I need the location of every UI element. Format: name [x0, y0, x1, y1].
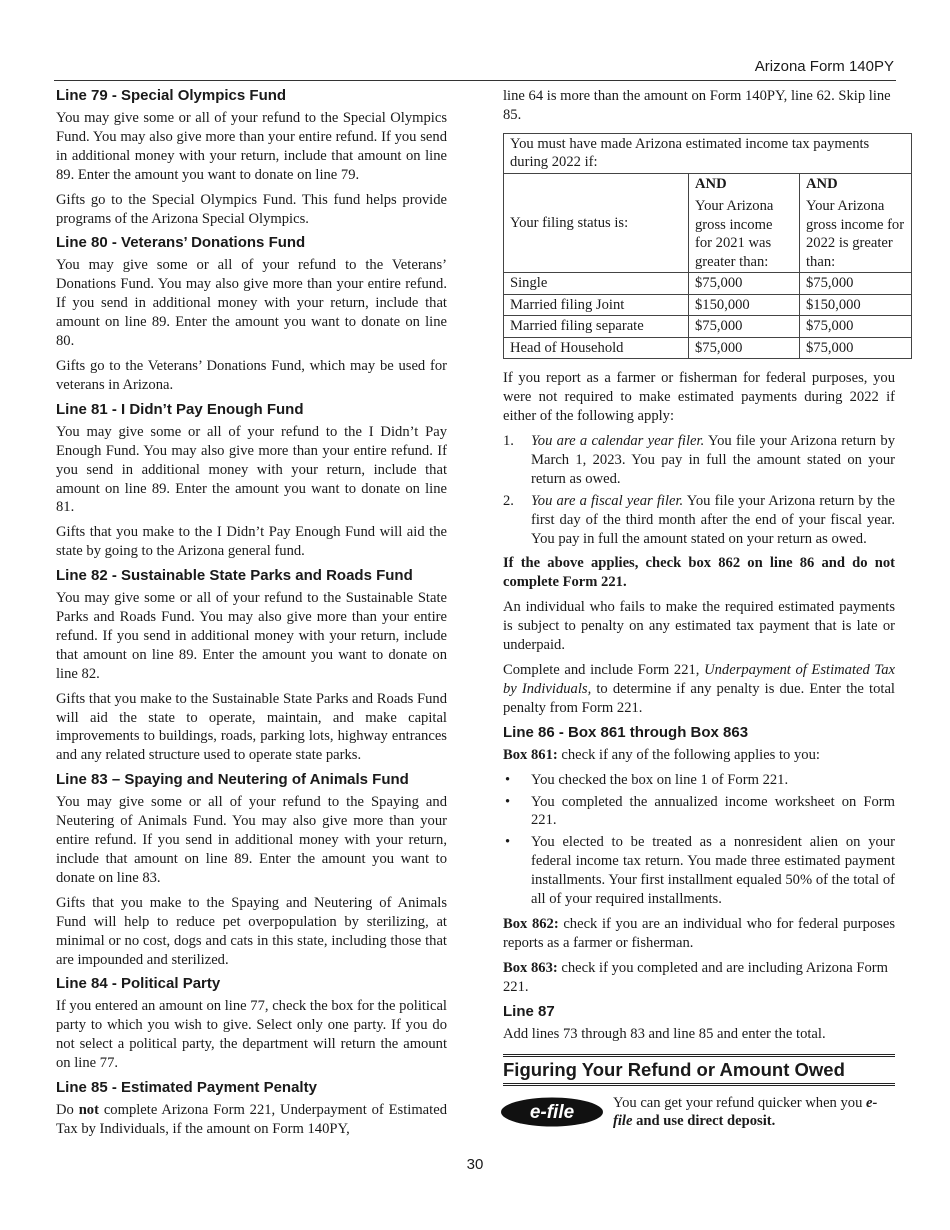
line83-p2: Gifts that you make to the Spaying and Neutering of Animals Fund will help to reduce pet overpopulation by sterilizing, at minimal or no cost, dogs and cats in this state, including those that are impounded and sterilized. [56, 894, 447, 968]
box862-note: If the above applies, check box 862 on line 86 and do not complete Form 221. [503, 555, 895, 591]
bullet-glyph: • [505, 771, 511, 788]
line86-heading: Line 86 - Box 861 through Box 863 [503, 723, 749, 741]
form221-text-b: to determine if any penalty is due. Enter the total penalty from Form 221. [503, 680, 895, 716]
bullet-glyph: • [505, 793, 511, 810]
efile-emphasis: e-file [613, 1094, 878, 1130]
income-2021-cell: $75,000 [689, 337, 800, 359]
item-emphasis: You are a fiscal year filer. [531, 492, 684, 509]
line87-heading: Line 87 [503, 1002, 555, 1020]
list-item [503, 771, 895, 790]
table-row [504, 294, 912, 316]
penalty-paragraph: An individual who fails to make the required estimated payments is subject to penalty on any estimated tax payment that is late or underpaid. [503, 599, 895, 654]
item-number: 2. [503, 492, 514, 509]
table-row [504, 273, 912, 295]
line79-p2: Gifts go to the Special Olympics Fund. This fund helps provide programs of the Arizona Special Olympics. [56, 191, 447, 227]
line80-p2: Gifts go to the Veterans’ Donations Fund, which may be used for veterans in Arizona. [56, 357, 447, 393]
efile-text-a: You can get your refund quicker when you [613, 1094, 867, 1111]
item-number: 1. [503, 433, 514, 450]
line80-p1: You may give some or all of your refund to the Veterans’ Donations Fund. You may also give more than your entire refund. If you send in additional money with your return, include that amount on line 89. Enter the amount you want to donate on line 80. [56, 257, 447, 350]
section-title: Figuring Your Refund or Amount Owed [503, 1054, 895, 1086]
item-text: You file your Arizona return by March 1, 2023. You pay in full the amount stated on your return as owed. [531, 433, 895, 487]
income-2022-cell: $75,000 [800, 273, 912, 295]
income-2021-desc: Your Arizona gross income for 2021 was greater than: [695, 198, 774, 270]
status-cell: Head of Household [504, 337, 689, 359]
line82-p2: Gifts that you make to the Sustainable State Parks and Roads Fund will aid the state to operate, maintain, and make capital improvements to buildings, roads, parking lots, highway entrances and any related structure used to operate state parks. [56, 690, 447, 764]
box862-paragraph [503, 915, 895, 953]
line85-text-b: complete Arizona Form 221, Underpayment of Estimated Tax by Individuals, if the amount on Form 140PY, [56, 1102, 447, 1137]
income-2022-desc: Your Arizona gross income for 2022 is greater than: [806, 198, 905, 270]
box861-text: check if any of the following applies to you: [557, 746, 820, 763]
list-item [503, 833, 895, 909]
form221-text-a: Complete and include Form 221, [503, 662, 705, 678]
line84-heading: Line 84 - Political Party [56, 975, 221, 993]
box862-text: check if you are an individual who for federal purposes reports as a farmer or fisherman. [503, 915, 895, 951]
box863-paragraph [503, 959, 895, 997]
status-cell: Married filing Joint [504, 294, 689, 316]
item-emphasis: You are a calendar year filer. [531, 433, 705, 450]
box861-paragraph [503, 746, 895, 765]
box863-text: check if you completed and are including Arizona Form 221. [503, 959, 889, 995]
status-cell: Single [504, 273, 689, 295]
line87-p1: Add lines 73 through 83 and line 85 and enter the total. [503, 1025, 826, 1042]
line80-heading: Line 80 - Veterans’ Donations Fund [56, 234, 306, 252]
bullet-glyph: • [505, 834, 511, 851]
page-number: 30 [466, 1156, 484, 1173]
left-column [56, 87, 447, 1145]
line85-text-a: Do [56, 1102, 79, 1119]
box863-label: Box 863: [503, 959, 558, 976]
form221-title: Underpayment of Estimated Tax by Individuals, [503, 662, 895, 697]
table-row [504, 316, 912, 338]
filing-status-header: Your filing status is: [504, 173, 689, 273]
line85-not-emphasis: not [78, 1102, 99, 1119]
efile-text [613, 1094, 895, 1132]
box861-bullets [503, 771, 895, 909]
efile-logo-text: e-file [529, 1101, 575, 1123]
income-2022-cell: $150,000 [800, 294, 912, 316]
income-2022-cell: $75,000 [800, 316, 912, 338]
line79-heading: Line 79 - Special Olympics Fund [56, 87, 287, 104]
status-cell: Married filing separate [504, 316, 689, 338]
list-item [503, 793, 895, 831]
income-2021-cell: $150,000 [689, 294, 800, 316]
box862-label: Box 862: [503, 915, 559, 932]
bullet-text: You checked the box on line 1 of Form 221. [531, 771, 789, 788]
income-2022-header [800, 173, 912, 273]
line81-p1: You may give some or all of your refund to the I Didn’t Pay Enough Fund. You may also give more than your entire refund. If you send in additional money with your return, include that amount on line 89. Enter the amount you want to donate on line 81. [56, 423, 447, 516]
page-header [54, 58, 896, 81]
efile-logo-icon [500, 1097, 604, 1127]
table-intro: You must have made Arizona estimated income tax payments during 2022 if: [504, 133, 912, 173]
line83-heading: Line 83 – Spaying and Neutering of Animals Fund [56, 771, 409, 789]
line82-p1: You may give some or all of your refund to the Sustainable State Parks and Roads Fund. You may also give more than your entire refund. If you send in additional money with your return, include that amount on line 89. Enter the amount you want to donate on line 82. [56, 590, 447, 682]
item-text: You file your Arizona return by the first day of the third month after the end of your fiscal year. You pay in full the amount stated on your return as owed. [531, 492, 895, 547]
line84-p1: If you entered an amount on line 77, check the box for the political party to which you wish to give. Select only one party. If you do not select a political party, the department will return the amount on line 77. [56, 998, 447, 1072]
list-item [503, 432, 895, 489]
list-item [503, 492, 895, 549]
box861-label: Box 861: [503, 746, 558, 763]
line85-heading: Line 85 - Estimated Payment Penalty [56, 1079, 317, 1097]
efile-row [503, 1094, 895, 1134]
line85-continued: line 64 is more than the amount on Form 140PY, line 62. Skip line 85. [503, 88, 891, 123]
line85-p1 [56, 1101, 447, 1139]
line81-heading: Line 81 - I Didn’t Pay Enough Fund [56, 400, 304, 418]
bullet-text: You completed the annualized income worksheet on Form 221. [531, 793, 895, 829]
form-title: Arizona Form 140PY [754, 58, 894, 75]
form221-paragraph [503, 661, 895, 718]
and-label-2021: AND [695, 175, 727, 192]
farmer-paragraph: If you report as a farmer or fisherman for federal purposes, you were not required to make estimated payments during 2022 if either of the following apply: [503, 370, 895, 425]
table-row [504, 337, 912, 359]
exception-list [503, 432, 895, 548]
bullet-text: You elected to be treated as a nonresident alien on your federal income tax return. You made three estimated payment installments. Your first installment equaled 50% of the total of all of your required installments. [531, 834, 895, 908]
estimated-payment-table [503, 133, 912, 360]
income-2021-cell: $75,000 [689, 273, 800, 295]
line81-p2: Gifts that you make to the I Didn’t Pay Enough Fund will aid the state by going to the Arizona general fund. [56, 524, 447, 560]
right-column [503, 87, 905, 1134]
line82-heading: Line 82 - Sustainable State Parks and Roads Fund [56, 567, 413, 585]
efile-text-b: and use direct deposit. [632, 1113, 776, 1130]
and-label-2022: AND [806, 175, 838, 192]
line79-p1: You may give some or all of your refund to the Special Olympics Fund. You may also give more than your entire refund. If you send in additional money with your return, include that amount on line 89. Enter the amount you want to donate on line 79. [56, 110, 447, 183]
income-2021-cell: $75,000 [689, 316, 800, 338]
line83-p1: You may give some or all of your refund to the Spaying and Neutering of Animals Fund. You may also give more than your entire refund. If you send in additional money with your return, include that amount on line 89. Enter the amount you want to donate on line 83. [56, 794, 447, 886]
income-2022-cell: $75,000 [800, 337, 912, 359]
income-2021-header [689, 173, 800, 273]
